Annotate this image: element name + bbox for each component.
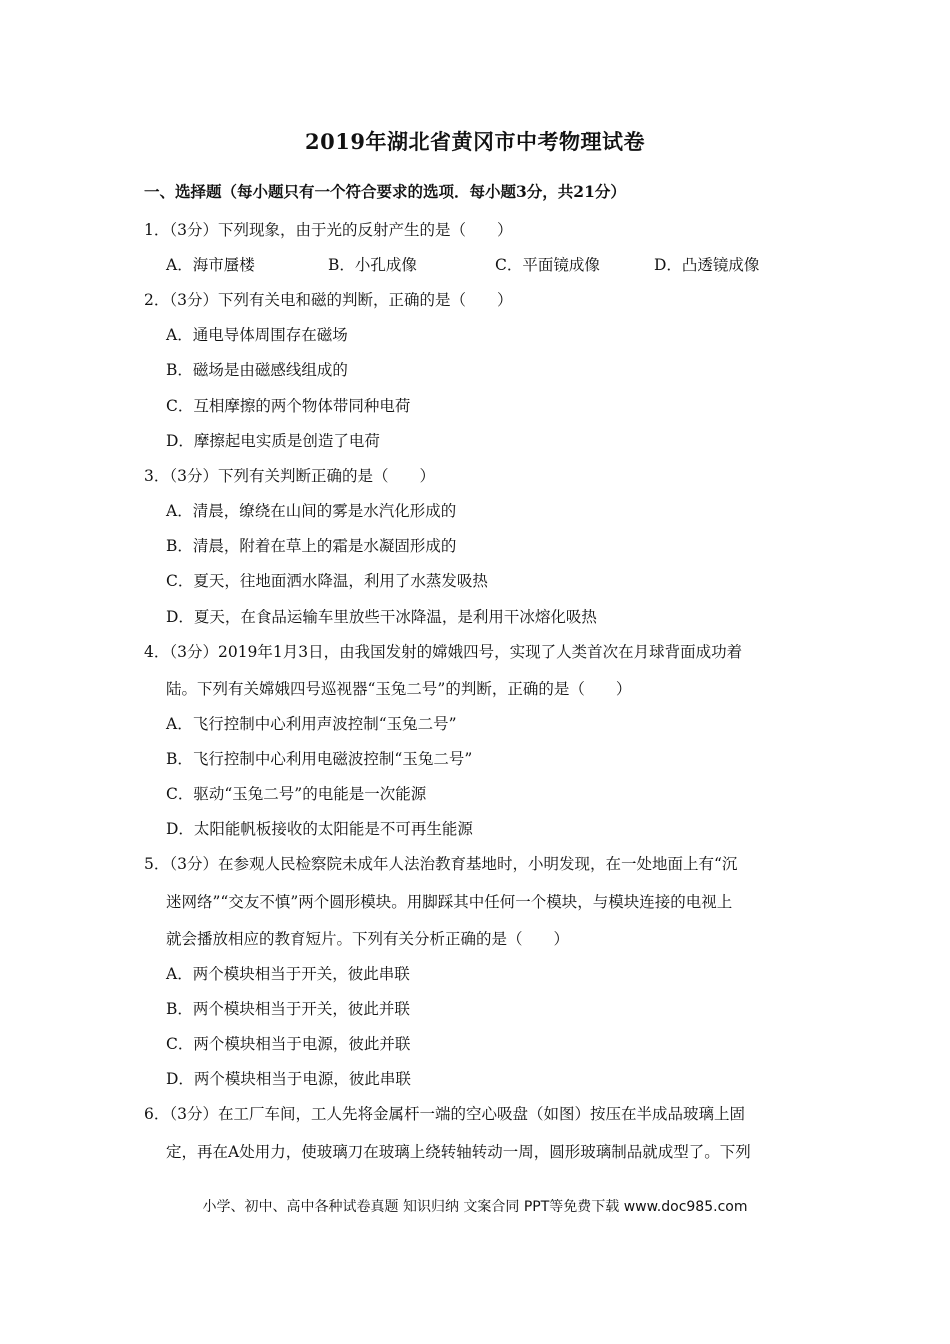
question-4-option-d: D．太阳能帆板接收的太阳能是不可再生能源	[166, 820, 473, 838]
question-4-option-a: A．飞行控制中心利用声波控制“玉兔二号”	[166, 715, 457, 733]
question-4-option-b: B．飞行控制中心利用电磁波控制“玉兔二号”	[166, 750, 473, 768]
question-3-stem: 3．（3分）下列有关判断正确的是（ ）	[144, 467, 435, 485]
section-heading: 一、选择题（每小题只有一个符合要求的选项．每小题3分，共21分）	[144, 182, 626, 201]
question-1-option-a: A．海市蜃楼	[166, 256, 255, 274]
question-3-option-a: A．清晨，缭绕在山间的雾是水汽化形成的	[166, 502, 457, 520]
question-5-option-c: C．两个模块相当于电源，彼此并联	[166, 1035, 411, 1053]
question-3-option-d: D．夏天，在食品运输车里放些干冰降温，是利用干冰熔化吸热	[166, 608, 597, 626]
question-6-stem: 6．（3分）在工厂车间，工人先将金属杆一端的空心吸盘（如图）按压在半成品玻璃上固	[144, 1105, 745, 1123]
question-1-options	[166, 253, 806, 275]
question-2-option-d: D．摩擦起电实质是创造了电荷	[166, 432, 380, 450]
question-5-option-b: B．两个模块相当于开关，彼此并联	[166, 1000, 410, 1018]
question-5-stem-continued-1: 迷网络”“交友不慎”两个圆形模块。用脚踩其中任何一个模块，与模块连接的电视上	[166, 893, 733, 911]
question-5-option-a: A．两个模块相当于开关，彼此串联	[166, 965, 410, 983]
question-3-option-b: B．清晨，附着在草上的霜是水凝固形成的	[166, 537, 457, 555]
question-4-stem-continued: 陆。下列有关嫦娥四号巡视器“玉兔二号”的判断，正确的是（ ）	[166, 680, 632, 698]
question-5-stem-continued-2: 就会播放相应的教育短片。下列有关分析正确的是（ ）	[166, 930, 570, 948]
page-title: 2019年湖北省黄冈市中考物理试卷	[305, 129, 645, 154]
question-2-option-a: A．通电导体周围存在磁场	[166, 326, 348, 344]
question-2-stem: 2．（3分）下列有关电和磁的判断，正确的是（ ）	[144, 291, 513, 309]
question-4-option-c: C．驱动“玉兔二号”的电能是一次能源	[166, 785, 427, 803]
question-5-stem: 5．（3分）在参观人民检察院未成年人法治教育基地时，小明发现，在一处地面上有“沉	[144, 855, 738, 873]
question-1-option-d: D．凸透镜成像	[654, 256, 760, 274]
page-footer: 小学、初中、高中各种试卷真题 知识归纳 文案合同 PPT等免费下载 www.doc985.com	[202, 1199, 748, 1215]
question-1-option-c: C．平面镜成像	[495, 256, 600, 274]
question-2-option-c: C．互相摩擦的两个物体带同种电荷	[166, 397, 411, 415]
question-6-stem-continued: 定，再在A处用力，使玻璃刀在玻璃上绕转轴转动一周，圆形玻璃制品就成型了。下列	[166, 1143, 751, 1161]
question-2-option-b: B．磁场是由磁感线组成的	[166, 361, 348, 379]
question-3-option-c: C．夏天，往地面洒水降温，利用了水蒸发吸热	[166, 572, 488, 590]
question-1-stem: 1．（3分）下列现象，由于光的反射产生的是（ ）	[144, 221, 513, 239]
question-1-option-b: B．小孔成像	[328, 256, 417, 274]
question-4-stem: 4．（3分）2019年1月3日，由我国发射的嫦娥四号，实现了人类首次在月球背面成功着	[144, 643, 743, 661]
question-5-option-d: D．两个模块相当于电源，彼此串联	[166, 1070, 411, 1088]
